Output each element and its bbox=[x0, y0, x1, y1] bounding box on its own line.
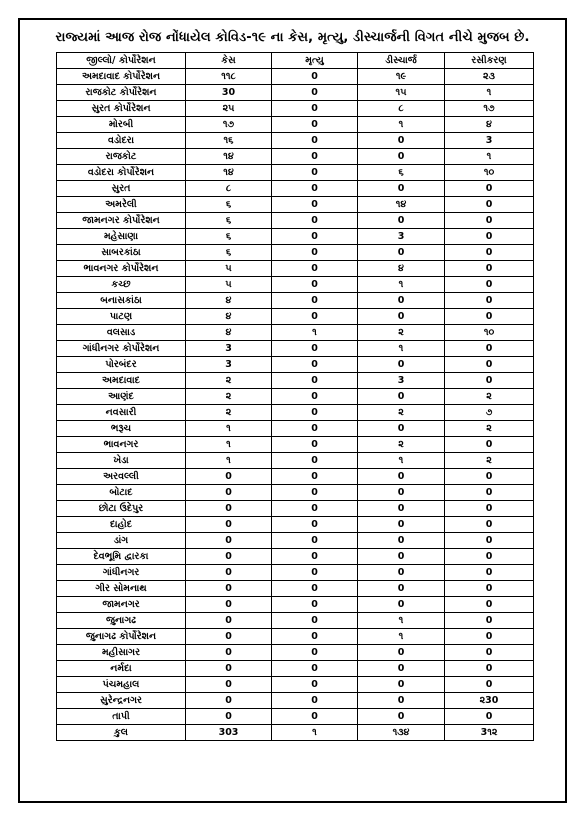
deaths-cell: 0 bbox=[272, 421, 358, 437]
district-cell: પોરબંદર bbox=[57, 357, 186, 373]
vaccination-cell: ૧૦ bbox=[445, 165, 534, 181]
cases-cell: ૧૭ bbox=[186, 117, 272, 133]
table-row bbox=[57, 645, 534, 661]
district-cell: મહેસાણા bbox=[57, 229, 186, 245]
deaths-cell: 0 bbox=[272, 309, 358, 325]
total-discharge: ૧૩૪ bbox=[358, 725, 445, 741]
deaths-cell: 0 bbox=[272, 437, 358, 453]
discharge-cell: 0 bbox=[358, 709, 445, 725]
discharge-cell: ૨ bbox=[358, 437, 445, 453]
table-row bbox=[57, 485, 534, 501]
district-cell: અમદાવાદ કોર્પોરેશન bbox=[57, 69, 186, 85]
cases-cell: ૨ bbox=[186, 405, 272, 421]
cases-cell: ૬ bbox=[186, 197, 272, 213]
cases-cell: ૬ bbox=[186, 245, 272, 261]
cases-cell: ૨૫ bbox=[186, 101, 272, 117]
table-row bbox=[57, 277, 534, 293]
cases-cell: ૨ bbox=[186, 373, 272, 389]
discharge-cell: 0 bbox=[358, 469, 445, 485]
deaths-cell: 0 bbox=[272, 453, 358, 469]
vaccination-cell: 0 bbox=[445, 565, 534, 581]
header-row bbox=[57, 53, 534, 69]
district-cell: ભાવનગર કોર્પોરેશન bbox=[57, 261, 186, 277]
district-cell: જામનગર bbox=[57, 597, 186, 613]
vaccination-cell: ૨ bbox=[445, 453, 534, 469]
vaccination-cell: ૨ bbox=[445, 389, 534, 405]
deaths-cell: 0 bbox=[272, 85, 358, 101]
discharge-cell: 0 bbox=[358, 293, 445, 309]
table-row bbox=[57, 325, 534, 341]
deaths-cell: 0 bbox=[272, 181, 358, 197]
cases-cell: ૧ bbox=[186, 437, 272, 453]
table-row bbox=[57, 149, 534, 165]
deaths-cell: 0 bbox=[272, 661, 358, 677]
vaccination-cell: 0 bbox=[445, 709, 534, 725]
vaccination-cell: 0 bbox=[445, 533, 534, 549]
cases-cell: 0 bbox=[186, 597, 272, 613]
district-cell: રાજકોટ કોર્પોરેશન bbox=[57, 85, 186, 101]
vaccination-cell: ૧૦ bbox=[445, 325, 534, 341]
cases-cell: ૧ bbox=[186, 453, 272, 469]
deaths-cell: 0 bbox=[272, 629, 358, 645]
table-row bbox=[57, 117, 534, 133]
discharge-cell: 0 bbox=[358, 485, 445, 501]
deaths-cell: 0 bbox=[272, 565, 358, 581]
deaths-cell: 0 bbox=[272, 341, 358, 357]
vaccination-cell: ૨૩ bbox=[445, 69, 534, 85]
district-cell: અમદાવાદ bbox=[57, 373, 186, 389]
vaccination-cell: 0 bbox=[445, 501, 534, 517]
cases-cell: ૬ bbox=[186, 229, 272, 245]
discharge-cell: 3 bbox=[358, 229, 445, 245]
district-cell: નવસારી bbox=[57, 405, 186, 421]
deaths-cell: 0 bbox=[272, 117, 358, 133]
table-row bbox=[57, 421, 534, 437]
cases-cell: ૧૪ bbox=[186, 165, 272, 181]
table-row bbox=[57, 133, 534, 149]
vaccination-cell: 0 bbox=[445, 549, 534, 565]
vaccination-cell: 0 bbox=[445, 229, 534, 245]
table-row bbox=[57, 373, 534, 389]
cases-cell: 0 bbox=[186, 533, 272, 549]
vaccination-cell: 0 bbox=[445, 373, 534, 389]
cases-cell: 0 bbox=[186, 645, 272, 661]
deaths-cell: 0 bbox=[272, 405, 358, 421]
deaths-cell: 0 bbox=[272, 213, 358, 229]
deaths-cell: 0 bbox=[272, 133, 358, 149]
discharge-cell: ૧ bbox=[358, 277, 445, 293]
total-row bbox=[57, 725, 534, 741]
discharge-cell: 0 bbox=[358, 693, 445, 709]
district-cell: ગાંધીનગર bbox=[57, 565, 186, 581]
deaths-cell: 0 bbox=[272, 597, 358, 613]
table-row bbox=[57, 709, 534, 725]
table-row bbox=[57, 469, 534, 485]
cases-cell: 0 bbox=[186, 709, 272, 725]
cases-cell: ૫ bbox=[186, 261, 272, 277]
discharge-cell: 0 bbox=[358, 533, 445, 549]
vaccination-cell: 0 bbox=[445, 181, 534, 197]
discharge-cell: ૧૪ bbox=[358, 197, 445, 213]
discharge-cell: ૨ bbox=[358, 325, 445, 341]
deaths-cell: 0 bbox=[272, 245, 358, 261]
discharge-cell: ૧૫ bbox=[358, 85, 445, 101]
cases-cell: ૧૬ bbox=[186, 133, 272, 149]
deaths-cell: 0 bbox=[272, 389, 358, 405]
table-row bbox=[57, 181, 534, 197]
table-row bbox=[57, 549, 534, 565]
district-cell: આણંદ bbox=[57, 389, 186, 405]
table-row bbox=[57, 229, 534, 245]
vaccination-cell: 0 bbox=[445, 277, 534, 293]
deaths-cell: 0 bbox=[272, 517, 358, 533]
vaccination-cell: 0 bbox=[445, 293, 534, 309]
discharge-cell: 0 bbox=[358, 517, 445, 533]
cases-cell: ૧ bbox=[186, 421, 272, 437]
cases-cell: 0 bbox=[186, 517, 272, 533]
district-cell: પાટણ bbox=[57, 309, 186, 325]
table-row bbox=[57, 213, 534, 229]
discharge-cell: 3 bbox=[358, 373, 445, 389]
vaccination-cell: 0 bbox=[445, 341, 534, 357]
vaccination-cell: 0 bbox=[445, 485, 534, 501]
vaccination-cell: 0 bbox=[445, 613, 534, 629]
vaccination-cell: 0 bbox=[445, 309, 534, 325]
vaccination-cell: ૭ bbox=[445, 405, 534, 421]
table-row bbox=[57, 677, 534, 693]
discharge-cell: 0 bbox=[358, 597, 445, 613]
district-cell: મોરબી bbox=[57, 117, 186, 133]
discharge-cell: 0 bbox=[358, 357, 445, 373]
deaths-cell: 0 bbox=[272, 533, 358, 549]
discharge-cell: ૮ bbox=[358, 101, 445, 117]
cases-cell: 0 bbox=[186, 469, 272, 485]
column-header-district: જીલ્લો/ કોર્પોરેશન bbox=[57, 53, 186, 69]
column-header-cases: કેસ bbox=[186, 53, 272, 69]
deaths-cell: 0 bbox=[272, 277, 358, 293]
district-cell: સાબરકાંઠા bbox=[57, 245, 186, 261]
deaths-cell: 0 bbox=[272, 373, 358, 389]
district-cell: કચ્છ bbox=[57, 277, 186, 293]
vaccination-cell: 0 bbox=[445, 261, 534, 277]
discharge-cell: 0 bbox=[358, 245, 445, 261]
table-row bbox=[57, 581, 534, 597]
table-row bbox=[57, 85, 534, 101]
district-cell: પંચમહાલ bbox=[57, 677, 186, 693]
total-deaths: ૧ bbox=[272, 725, 358, 741]
discharge-cell: ૧ bbox=[358, 453, 445, 469]
cases-cell: 3 bbox=[186, 357, 272, 373]
table-row bbox=[57, 101, 534, 117]
discharge-cell: 0 bbox=[358, 565, 445, 581]
table-row bbox=[57, 533, 534, 549]
district-cell: સુરત bbox=[57, 181, 186, 197]
district-cell: ખેડા bbox=[57, 453, 186, 469]
cases-cell: ૧૪ bbox=[186, 149, 272, 165]
cases-cell: 0 bbox=[186, 677, 272, 693]
deaths-cell: 0 bbox=[272, 709, 358, 725]
deaths-cell: ૧ bbox=[272, 325, 358, 341]
discharge-cell: 0 bbox=[358, 309, 445, 325]
table-row bbox=[57, 197, 534, 213]
cases-cell: ૮ bbox=[186, 181, 272, 197]
district-cell: દેવભૂમિ દ્વારકા bbox=[57, 549, 186, 565]
discharge-cell: ૨ bbox=[358, 405, 445, 421]
vaccination-cell: ૪ bbox=[445, 117, 534, 133]
cases-cell: ૪ bbox=[186, 293, 272, 309]
district-cell: ભાવનગર bbox=[57, 437, 186, 453]
district-cell: સુરેન્દ્રનગર bbox=[57, 693, 186, 709]
district-cell: ગાંધીનગર કોર્પોરેશન bbox=[57, 341, 186, 357]
table-row bbox=[57, 437, 534, 453]
cases-cell: 0 bbox=[186, 693, 272, 709]
vaccination-cell: 0 bbox=[445, 469, 534, 485]
vaccination-cell: 0 bbox=[445, 677, 534, 693]
vaccination-cell: 0 bbox=[445, 629, 534, 645]
table-body bbox=[57, 69, 534, 725]
discharge-cell: 0 bbox=[358, 421, 445, 437]
district-cell: અમરેલી bbox=[57, 197, 186, 213]
discharge-cell: ૪ bbox=[358, 261, 445, 277]
table-row bbox=[57, 613, 534, 629]
cases-cell: 0 bbox=[186, 565, 272, 581]
table-row bbox=[57, 501, 534, 517]
table-row bbox=[57, 453, 534, 469]
district-cell: જુનાગઢ કોર્પોરેશન bbox=[57, 629, 186, 645]
table-row bbox=[57, 597, 534, 613]
table-row bbox=[57, 389, 534, 405]
deaths-cell: 0 bbox=[272, 229, 358, 245]
discharge-cell: ૧ bbox=[358, 629, 445, 645]
cases-cell: 0 bbox=[186, 549, 272, 565]
discharge-cell: 0 bbox=[358, 213, 445, 229]
page-title: રાજ્યમાં આજ રોજ નોંધાયેલ કોવિડ-૧૯ ના કેસ, મૃત્યુ, ડીસ્ચાર્જની વિગત નીચે મુજબ છે. bbox=[55, 30, 530, 45]
table-row bbox=[57, 357, 534, 373]
deaths-cell: 0 bbox=[272, 165, 358, 181]
table-row bbox=[57, 405, 534, 421]
deaths-cell: 0 bbox=[272, 645, 358, 661]
cases-cell: ૨ bbox=[186, 389, 272, 405]
vaccination-cell: 0 bbox=[445, 197, 534, 213]
discharge-cell: 0 bbox=[358, 581, 445, 597]
district-cell: બોટાદ bbox=[57, 485, 186, 501]
deaths-cell: 0 bbox=[272, 677, 358, 693]
column-header-vaccination: રસીકરણ bbox=[445, 53, 534, 69]
vaccination-cell: 0 bbox=[445, 581, 534, 597]
deaths-cell: 0 bbox=[272, 549, 358, 565]
vaccination-cell: ૨30 bbox=[445, 693, 534, 709]
district-cell: વડોદરા કોર્પોરેશન bbox=[57, 165, 186, 181]
district-cell: મહીસાગર bbox=[57, 645, 186, 661]
vaccination-cell: ૧૭ bbox=[445, 101, 534, 117]
deaths-cell: 0 bbox=[272, 485, 358, 501]
deaths-cell: 0 bbox=[272, 501, 358, 517]
discharge-cell: ૧ bbox=[358, 341, 445, 357]
table-row bbox=[57, 245, 534, 261]
vaccination-cell: 0 bbox=[445, 245, 534, 261]
discharge-cell: 0 bbox=[358, 149, 445, 165]
table-row bbox=[57, 341, 534, 357]
cases-cell: 0 bbox=[186, 629, 272, 645]
discharge-cell: 0 bbox=[358, 389, 445, 405]
district-cell: ભરૂચ bbox=[57, 421, 186, 437]
district-cell: વડોદરા bbox=[57, 133, 186, 149]
cases-cell: ૬ bbox=[186, 213, 272, 229]
discharge-cell: 0 bbox=[358, 133, 445, 149]
cases-cell: 3 bbox=[186, 341, 272, 357]
district-cell: રાજકોટ bbox=[57, 149, 186, 165]
district-cell: છોટા ઉદેપુર bbox=[57, 501, 186, 517]
column-header-deaths: મૃત્યુ bbox=[272, 53, 358, 69]
district-cell: બનાસકાંઠા bbox=[57, 293, 186, 309]
district-cell: ડાંગ bbox=[57, 533, 186, 549]
vaccination-cell: 0 bbox=[445, 661, 534, 677]
district-cell: સુરત કોર્પોરેશન bbox=[57, 101, 186, 117]
deaths-cell: 0 bbox=[272, 613, 358, 629]
district-cell: દાહોદ bbox=[57, 517, 186, 533]
cases-cell: ૧૧૮ bbox=[186, 69, 272, 85]
discharge-cell: 0 bbox=[358, 549, 445, 565]
district-cell: જામનગર કોર્પોરેશન bbox=[57, 213, 186, 229]
discharge-cell: 0 bbox=[358, 501, 445, 517]
district-cell: નર્મદા bbox=[57, 661, 186, 677]
discharge-cell: ૧ bbox=[358, 613, 445, 629]
cases-cell: ૫ bbox=[186, 277, 272, 293]
deaths-cell: 0 bbox=[272, 693, 358, 709]
covid-table bbox=[56, 52, 534, 741]
discharge-cell: ૧ bbox=[358, 117, 445, 133]
total-label: કુલ bbox=[57, 725, 186, 741]
cases-cell: 0 bbox=[186, 581, 272, 597]
total-cases: 303 bbox=[186, 725, 272, 741]
discharge-cell: 0 bbox=[358, 677, 445, 693]
cases-cell: ૪ bbox=[186, 325, 272, 341]
table-row bbox=[57, 565, 534, 581]
vaccination-cell: ૧ bbox=[445, 85, 534, 101]
deaths-cell: 0 bbox=[272, 469, 358, 485]
deaths-cell: 0 bbox=[272, 101, 358, 117]
column-header-discharge: ડીસ્ચાર્જ bbox=[358, 53, 445, 69]
vaccination-cell: ૨ bbox=[445, 421, 534, 437]
district-cell: અરવલ્લી bbox=[57, 469, 186, 485]
district-cell: જુનાગઢ bbox=[57, 613, 186, 629]
table-row bbox=[57, 165, 534, 181]
cases-cell: 0 bbox=[186, 485, 272, 501]
district-cell: વલસાડ bbox=[57, 325, 186, 341]
vaccination-cell: 3 bbox=[445, 133, 534, 149]
deaths-cell: 0 bbox=[272, 149, 358, 165]
discharge-cell: 0 bbox=[358, 661, 445, 677]
vaccination-cell: 0 bbox=[445, 213, 534, 229]
deaths-cell: 0 bbox=[272, 293, 358, 309]
deaths-cell: 0 bbox=[272, 581, 358, 597]
cases-cell: 30 bbox=[186, 85, 272, 101]
table-row bbox=[57, 69, 534, 85]
vaccination-cell: ૧ bbox=[445, 149, 534, 165]
table-row bbox=[57, 629, 534, 645]
table-row bbox=[57, 661, 534, 677]
district-cell: તાપી bbox=[57, 709, 186, 725]
vaccination-cell: 0 bbox=[445, 597, 534, 613]
vaccination-cell: 0 bbox=[445, 437, 534, 453]
discharge-cell: 0 bbox=[358, 181, 445, 197]
deaths-cell: 0 bbox=[272, 69, 358, 85]
table-row bbox=[57, 261, 534, 277]
table-row bbox=[57, 293, 534, 309]
table-row bbox=[57, 309, 534, 325]
district-cell: ગીર સોમનાથ bbox=[57, 581, 186, 597]
vaccination-cell: 0 bbox=[445, 357, 534, 373]
table-row bbox=[57, 693, 534, 709]
discharge-cell: 0 bbox=[358, 645, 445, 661]
cases-cell: ૪ bbox=[186, 309, 272, 325]
vaccination-cell: 0 bbox=[445, 645, 534, 661]
deaths-cell: 0 bbox=[272, 261, 358, 277]
vaccination-cell: 0 bbox=[445, 517, 534, 533]
cases-cell: 0 bbox=[186, 501, 272, 517]
deaths-cell: 0 bbox=[272, 197, 358, 213]
total-vaccination: 3૧૨ bbox=[445, 725, 534, 741]
deaths-cell: 0 bbox=[272, 357, 358, 373]
table-row bbox=[57, 517, 534, 533]
cases-cell: 0 bbox=[186, 661, 272, 677]
cases-cell: 0 bbox=[186, 613, 272, 629]
discharge-cell: ૧૯ bbox=[358, 69, 445, 85]
discharge-cell: ૬ bbox=[358, 165, 445, 181]
